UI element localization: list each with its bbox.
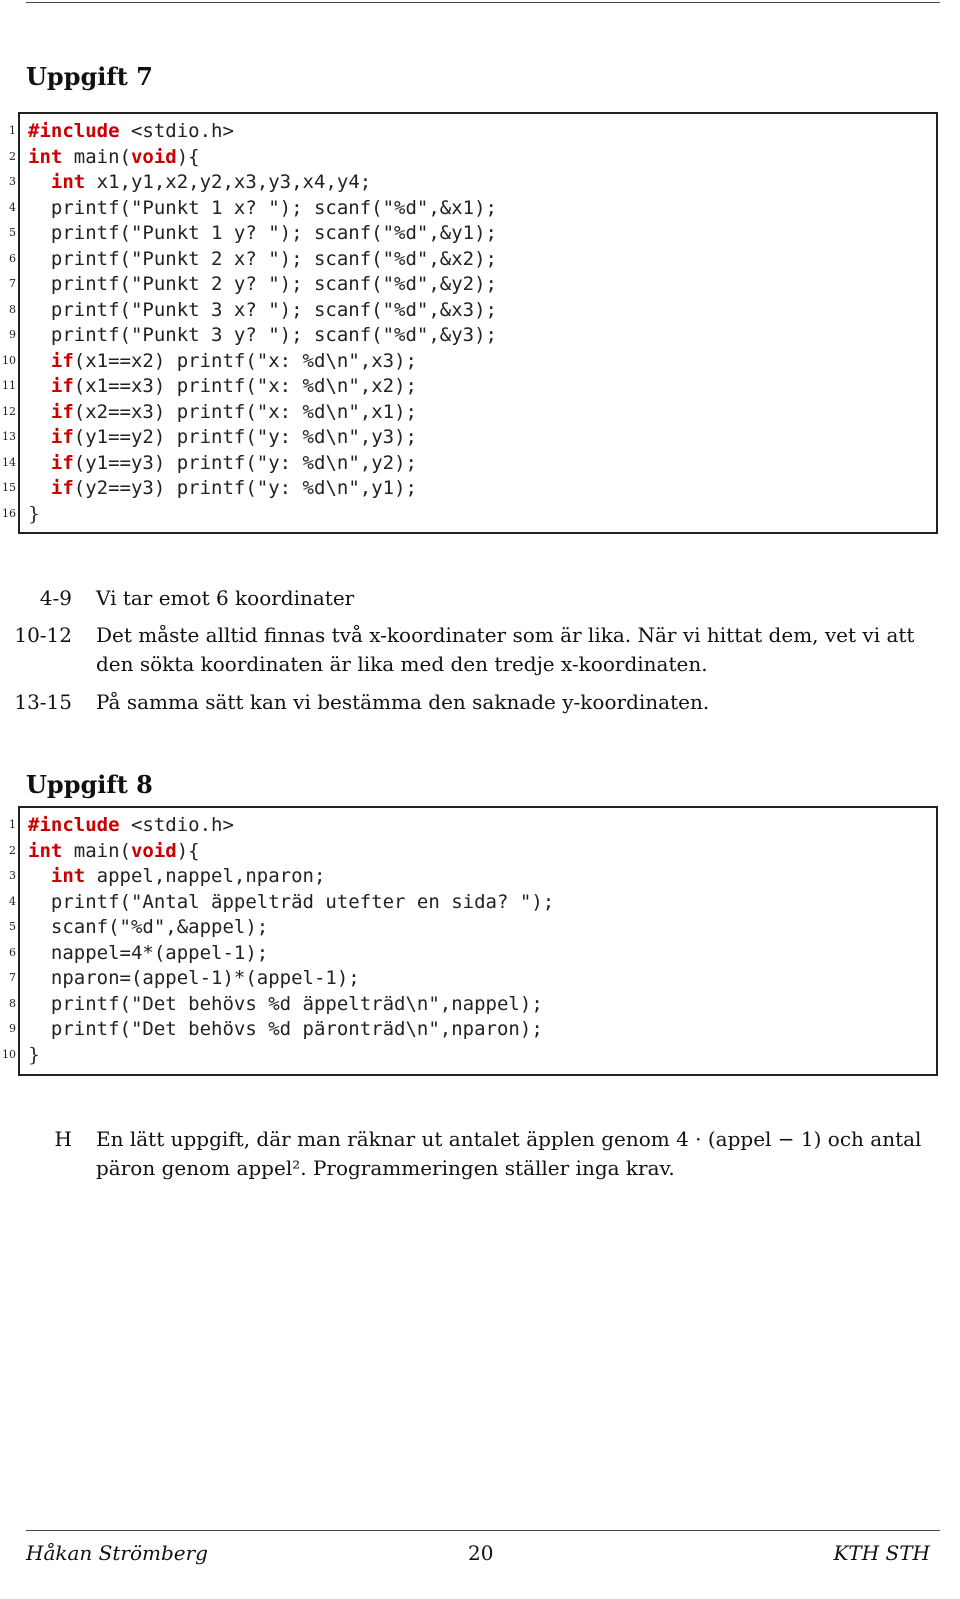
note-line-range: 13-15: [14, 690, 72, 714]
code-text: [28, 144, 200, 170]
code-token: scanf("%d",&appel);: [28, 916, 269, 938]
code-token: printf("Antal äppelträd utefter en sida? ");: [28, 890, 555, 913]
code-token: [28, 477, 51, 499]
code-text: [28, 220, 497, 246]
line-number: 3: [9, 869, 16, 882]
footer-author: Håkan Strömberg: [26, 1541, 208, 1565]
note-item: [12, 621, 942, 681]
line-number: 1: [9, 124, 16, 137]
line-number: 4: [9, 894, 16, 908]
code-keyword: void: [130, 839, 177, 862]
code-text: [28, 271, 497, 297]
code-token: (x1==x2) printf("x: %d\n",x3);: [73, 349, 417, 372]
line-number: 7: [9, 277, 16, 290]
code-text: [28, 914, 268, 940]
code-text: [28, 475, 417, 501]
code-keyword: int: [50, 865, 86, 887]
code-token: (y1==y2) printf("y: %d\n",y3);: [73, 426, 417, 448]
code-text: [28, 195, 497, 221]
top-rule: [26, 2, 940, 3]
code-text: [28, 297, 497, 323]
code-token: }: [28, 1043, 41, 1066]
footer-page-number: 20: [468, 1541, 494, 1565]
code-token: printf("Punkt 2 y? "); scanf("%d",&y2);: [28, 273, 497, 295]
code-keyword: if: [50, 426, 74, 448]
code-token: [28, 375, 51, 397]
code-token: nappel=4*(appel-1);: [28, 941, 269, 964]
code-text: [28, 246, 497, 272]
note-line-range: H: [54, 1127, 72, 1151]
line-number: 11: [2, 379, 16, 392]
line-number: 8: [9, 302, 16, 316]
code-keyword: if: [50, 477, 74, 499]
note-text: Det måste alltid finnas två x-koordinater som är lika. När vi hittat dem, vet vi att den sökta koordinaten är lika med den tredje x-koordinaten.: [96, 623, 915, 676]
code-keyword: if: [50, 349, 74, 372]
line-number: 5: [9, 226, 16, 239]
code-token: (y1==y3) printf("y: %d\n",y2);: [73, 451, 417, 474]
code-token: [28, 401, 51, 423]
code-token: printf("Punkt 1 x? "); scanf("%d",&x1);: [28, 196, 497, 219]
code-keyword: void: [130, 145, 177, 168]
code-keyword: if: [50, 400, 74, 423]
note-item: [12, 1125, 942, 1185]
line-number: 1: [9, 818, 16, 831]
section-heading-uppgift-7: Uppgift 7: [26, 62, 153, 91]
line-number: 14: [2, 455, 16, 469]
code-token: printf("Punkt 1 y? "); scanf("%d",&y1);: [28, 222, 497, 244]
code-token: ){: [176, 145, 200, 168]
code-text: [28, 812, 234, 838]
line-number: 6: [9, 945, 16, 959]
code-token: printf("Punkt 3 y? "); scanf("%d",&y3);: [28, 324, 497, 346]
note-text: En lätt uppgift, där man räknar ut antalet äpplen genom 4 · (appel − 1) och antal päron genom appel². Programmeringen ställer inga krav.: [96, 1127, 922, 1180]
section-heading-uppgift-8: Uppgift 8: [26, 770, 153, 799]
note-line-range: 10-12: [14, 623, 72, 647]
code-listing-uppgift-7: [2, 112, 938, 534]
code-text: [28, 863, 325, 889]
footer-institution: KTH STH: [833, 1541, 930, 1565]
footer-rule: [26, 1530, 940, 1531]
code-token: [28, 171, 51, 193]
code-text: [28, 965, 360, 991]
code-text: [28, 450, 417, 476]
code-text: [28, 373, 417, 399]
code-token: appel,nappel,nparon;: [85, 865, 326, 887]
code-token: printf("Det behövs %d äppelträd\n",nappel);: [28, 992, 543, 1015]
code-token: (x1==x3) printf("x: %d\n",x2);: [73, 375, 417, 397]
code-token: }: [28, 502, 41, 525]
code-text: [28, 322, 497, 348]
code-text: [28, 118, 234, 144]
line-number: 5: [9, 920, 16, 933]
note-line-range: 4-9: [39, 586, 72, 610]
code-listing-uppgift-8: [2, 806, 938, 1076]
code-token: nparon=(appel-1)*(appel-1);: [28, 967, 360, 989]
code-keyword: int: [50, 171, 86, 193]
code-token: (x2==x3) printf("x: %d\n",x1);: [73, 400, 417, 423]
code-keyword: if: [50, 451, 74, 474]
code-token: [28, 452, 51, 474]
code-token: [28, 865, 51, 887]
code-text: [28, 348, 417, 374]
line-number: 10: [2, 353, 16, 367]
code-token: (y2==y3) printf("y: %d\n",y1);: [73, 477, 417, 499]
line-number: 10: [2, 1047, 16, 1061]
code-token: ){: [176, 839, 200, 862]
code-token: main(: [62, 145, 131, 168]
line-number: 16: [2, 506, 16, 520]
code-text: [28, 991, 543, 1017]
code-token: [28, 350, 51, 372]
code-text: [28, 1042, 40, 1068]
code-keyword: #include: [28, 814, 120, 836]
line-number: 8: [9, 996, 16, 1010]
code-token: [28, 426, 51, 448]
code-keyword: if: [50, 375, 74, 397]
code-text: [28, 889, 554, 915]
code-text: [28, 838, 200, 864]
code-token: <stdio.h>: [119, 120, 234, 142]
note-text: Vi tar emot 6 koordinater: [96, 586, 355, 610]
code-keyword: #include: [28, 120, 120, 142]
line-number: 2: [9, 149, 16, 163]
code-text: [28, 399, 417, 425]
code-token: printf("Punkt 2 x? "); scanf("%d",&x2);: [28, 247, 497, 270]
code-text: [28, 1016, 543, 1042]
line-number: 4: [9, 200, 16, 214]
note-item: [12, 688, 942, 748]
code-keyword: int: [28, 145, 63, 168]
line-number: 9: [9, 328, 16, 341]
code-token: <stdio.h>: [119, 814, 234, 836]
code-text: [28, 501, 40, 527]
code-token: x1,y1,x2,y2,x3,y3,x4,y4;: [85, 171, 372, 193]
line-number: 9: [9, 1022, 16, 1035]
line-number: 12: [2, 404, 16, 418]
line-number: 6: [9, 251, 16, 265]
line-number: 2: [9, 843, 16, 857]
code-token: printf("Det behövs %d päronträd\n",nparon);: [28, 1018, 543, 1040]
code-token: main(: [62, 839, 131, 862]
code-text: [28, 169, 371, 195]
code-text: [28, 424, 417, 450]
line-number: 15: [2, 481, 16, 494]
code-text: [28, 940, 268, 966]
note-text: På samma sätt kan vi bestämma den saknade y-koordinaten.: [96, 690, 710, 714]
line-number: 3: [9, 175, 16, 188]
code-token: printf("Punkt 3 x? "); scanf("%d",&x3);: [28, 298, 497, 321]
line-number: 13: [2, 430, 16, 443]
code-keyword: int: [28, 839, 63, 862]
line-number: 7: [9, 971, 16, 984]
